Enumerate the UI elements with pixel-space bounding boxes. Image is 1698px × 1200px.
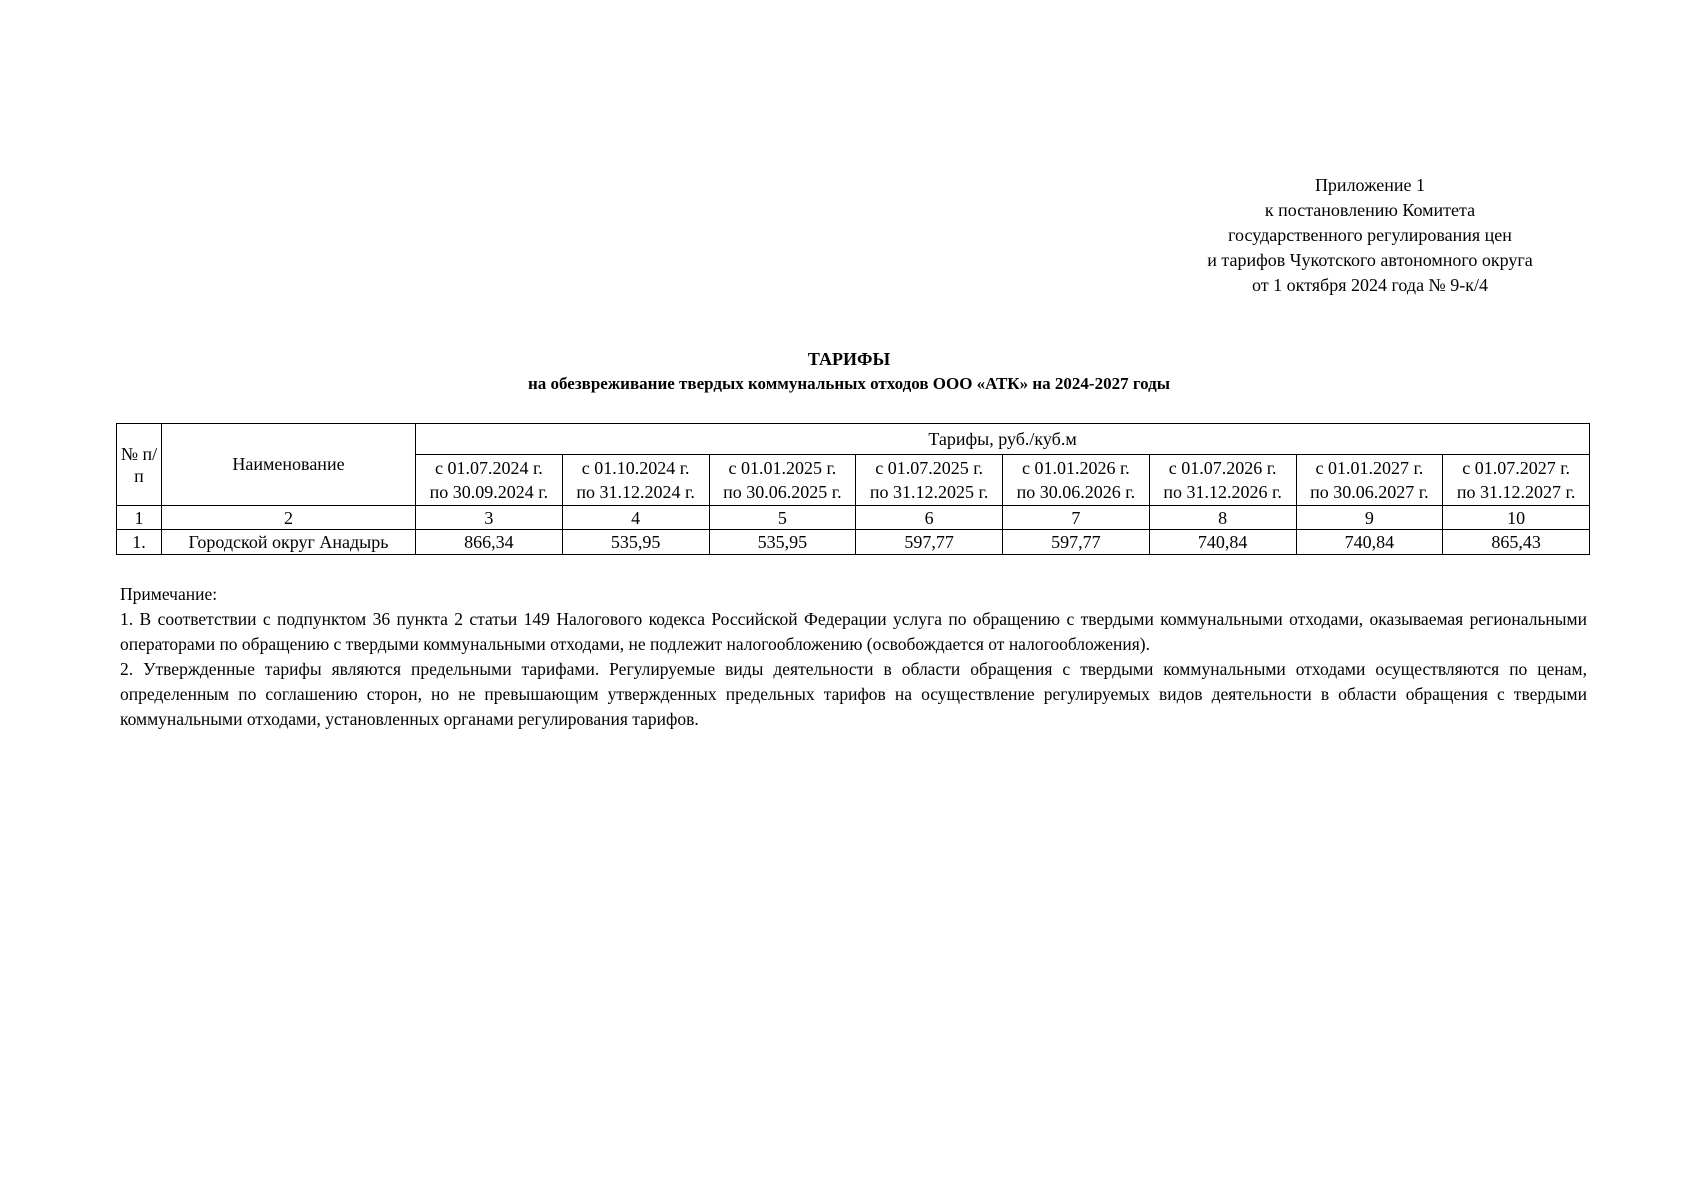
period-from: с 01.01.2026 г. [1021,458,1130,478]
document-subtitle: на обезвреживание твердых коммунальных отходов ООО «АТК» на 2024-2027 годы [527,374,1171,393]
period-cell [1443,455,1590,506]
appendix-line: и тарифов Чукотского автономного округа [1207,250,1533,270]
notes-heading: Примечание: [120,584,218,604]
period-to: по 30.06.2027 г. [1310,482,1429,502]
appendix-block [1160,173,1580,298]
period-cell [1003,455,1150,506]
note-item: 1. В соответствии с подпунктом 36 пункта 2 статьи 149 Налогового кодекса Российской Федерации услуга по обращению с твердыми коммунальными отходами, оказываемая региональными операторами по обращению с твердыми коммунальными отходами, не подлежит налогообложению (освобождается от налогообложения). [120,609,1587,654]
column-number-cell: 5 [709,506,856,530]
document-title: ТАРИФЫ [807,349,891,369]
period-from: с 01.01.2025 г. [728,458,837,478]
row-number-cell: 1. [117,530,162,555]
period-to: по 30.06.2025 г. [723,482,842,502]
tariff-value-cell: 866,34 [416,530,563,555]
period-from: с 01.10.2024 г. [581,458,690,478]
tariff-value-cell: 535,95 [709,530,856,555]
period-to: по 31.12.2026 г. [1163,482,1282,502]
tariff-value-cell: 535,95 [562,530,709,555]
period-cell [856,455,1003,506]
appendix-line: от 1 октября 2024 года № 9-к/4 [1252,275,1488,295]
column-number-cell: 3 [416,506,563,530]
tariff-value-cell: 865,43 [1443,530,1590,555]
tariffs-table [116,423,1590,555]
period-cell [1149,455,1296,506]
header-name-cell: Наименование [162,424,416,506]
row-name-cell: Городской округ Анадырь [162,530,416,555]
appendix-line: Приложение 1 [1314,175,1426,195]
column-number-cell: 7 [1003,506,1150,530]
period-cell [562,455,709,506]
period-cell [1296,455,1443,506]
period-cell [416,455,563,506]
tariff-value-cell: 597,77 [856,530,1003,555]
column-number-cell: 10 [1443,506,1590,530]
column-number-cell: 8 [1149,506,1296,530]
appendix-line: государственного регулирования цен [1228,225,1512,245]
note-item: 2. Утвержденные тарифы являются предельными тарифами. Регулируемые виды деятельности в области обращения с твердыми коммунальными отходами осуществляются по ценам, определенным по соглашению сторон, но не превышающим утвержденных предельных тарифов на осуществление регулируемых видов деятельности в области обращения с твердыми коммунальными отходами, установленных органами регулирования тарифов. [120,659,1587,729]
tariff-value-cell: 597,77 [1003,530,1150,555]
period-from: с 01.07.2027 г. [1462,458,1571,478]
period-to: по 31.12.2024 г. [576,482,695,502]
period-from: с 01.07.2024 г. [434,458,543,478]
table-header-row [117,424,1590,455]
header-tariffs-cell: Тарифы, руб./куб.м [416,424,1590,455]
column-numbers-row [117,506,1590,530]
column-number-cell: 6 [856,506,1003,530]
notes-block [120,582,1587,732]
period-from: с 01.07.2025 г. [875,458,984,478]
column-number-cell: 2 [162,506,416,530]
period-cell [709,455,856,506]
appendix-line: к постановлению Комитета [1264,200,1476,220]
period-from: с 01.07.2026 г. [1168,458,1277,478]
header-number-cell: № п/п [117,424,162,506]
tariff-value-cell: 740,84 [1149,530,1296,555]
period-to: по 30.09.2024 г. [429,482,549,502]
column-number-cell: 1 [117,506,162,530]
column-number-cell: 4 [562,506,709,530]
tariff-value-cell: 740,84 [1296,530,1443,555]
table-row [117,530,1590,555]
period-from: с 01.01.2027 г. [1315,458,1424,478]
period-to: по 31.12.2025 г. [869,482,989,502]
period-to: по 30.06.2026 г. [1016,482,1136,502]
period-to: по 31.12.2027 г. [1456,482,1576,502]
column-number-cell: 9 [1296,506,1443,530]
